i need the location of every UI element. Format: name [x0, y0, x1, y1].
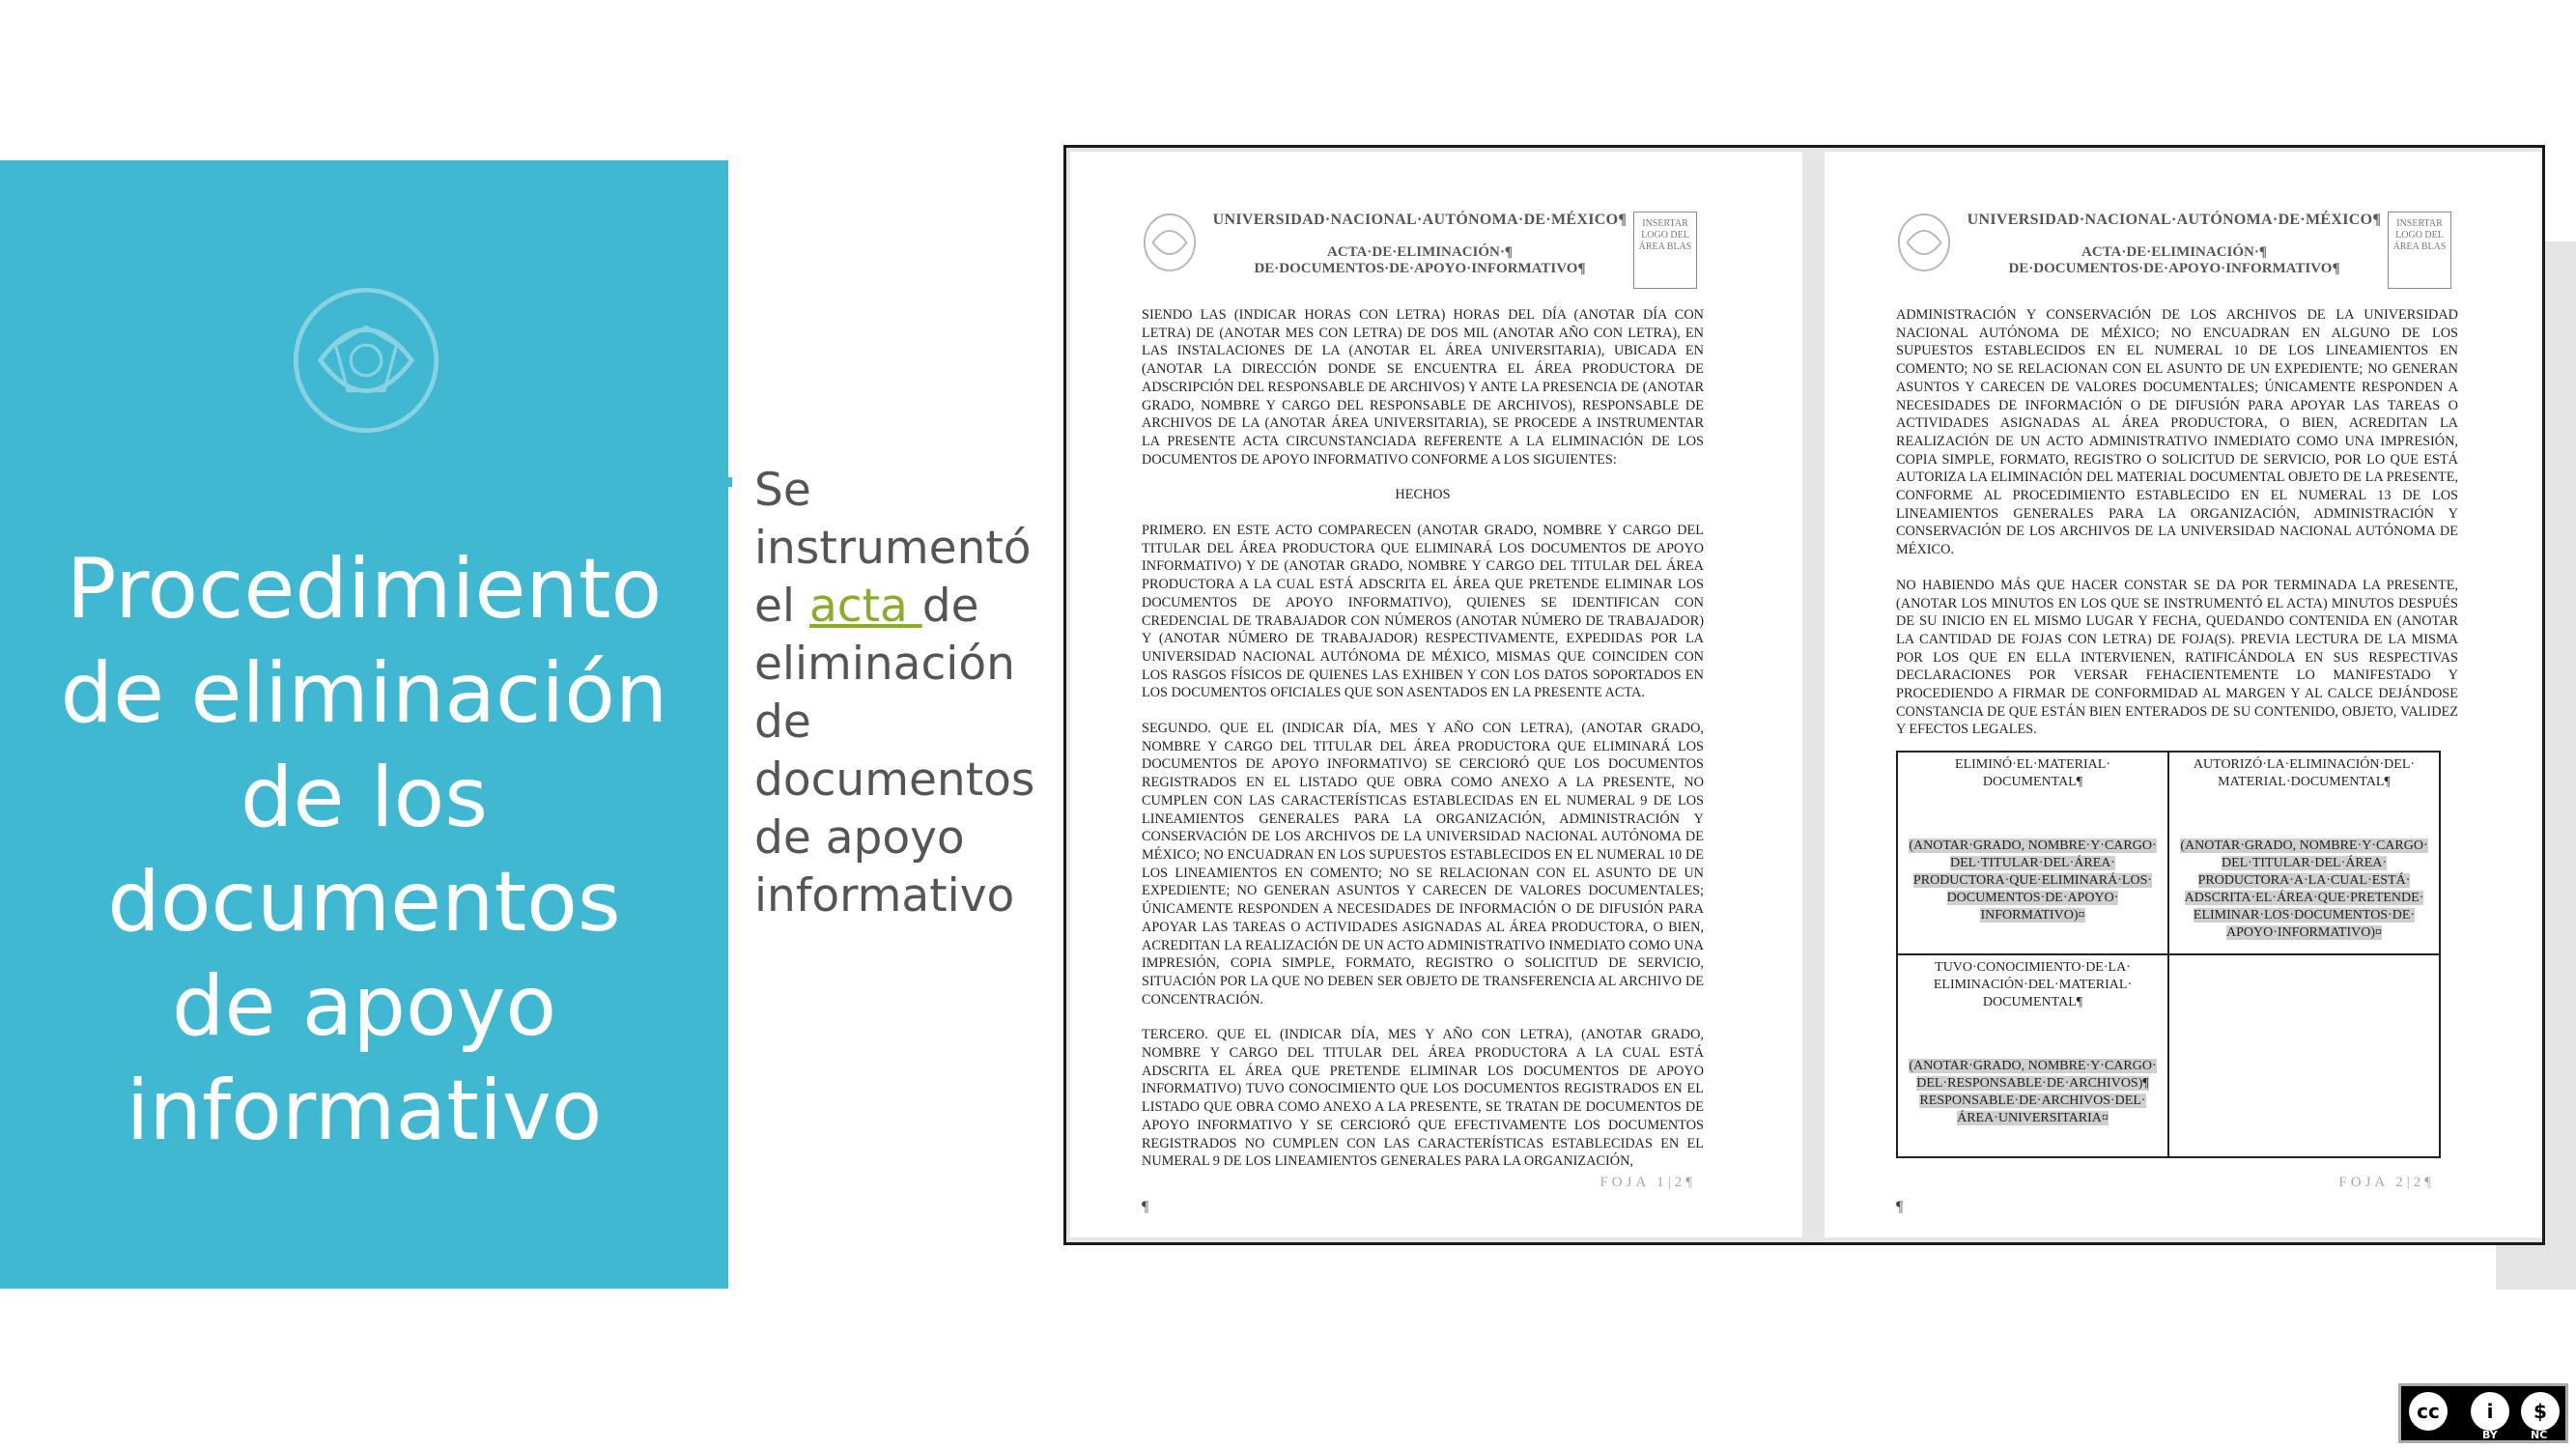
bullet-text: [754, 462, 1034, 925]
tercero-paragraph: TERCERO. QUE EL (INDICAR DÍA, MES Y AÑO CON LETRA), (ANOTAR GRADO, NOMBRE Y CARGO DEL TITULAR DEL ÁREA PRODUCTORA A LA CUAL ESTÁ ADSCRITA EL ÁREA QUE PRETENDE ELIMINAR LOS DOCUMENTOS DE APOYO INFORMATIVO) TUVO CONOCIMIENTO QUE LOS DOCUMENTOS REGISTRADOS EN EL LISTADO QUE OBRA COMO ANEXO A LA PRESENTE, SE TRATAN DE DOCUMENTOS DE APOYO INFORMATIVO Y SE CERCIORÓ QUE EFECTIVAMENTE LOS DOCUMENTOS REGISTRADOS NO CUMPLEN CON LAS CARACTERÍSTICAS ESTABLECIDAS EN EL NUMERAL 9 DE LOS LINEAMIENTOS GENERALES PARA LA ORGANIZACIÓN,: [1142, 1027, 1704, 1170]
nc-icon: $: [2521, 1392, 2560, 1431]
signature-cell: [1897, 752, 2168, 954]
signature-name: (ANOTAR·GRADO, NOMBRE·Y·CARGO· DEL·TITULAR·DEL·ÁREA· PRODUCTORA·A·LA·CUAL·ESTÁ· ADSCRITA·EL·ÁREA·QUE·PRETENDE· ELIMINAR·LOS·DOCUMENTOS·DE· APOYO·INFORMATIVO)¤: [2180, 838, 2428, 940]
by-icon: i: [2471, 1392, 2509, 1431]
university-name: UNIVERSIDAD·NACIONAL·AUTÓNOMA·DE·MÉXICO¶: [1967, 212, 2382, 228]
signature-role: AUTORIZÓ·LA·ELIMINACIÓN·DEL· MATERIAL·DOCUMENTAL¶: [2193, 757, 2416, 789]
document-screenshot: [1063, 145, 2545, 1245]
document-subtitle: DE·DOCUMENTOS·DE·APOYO·INFORMATIVO¶: [2008, 261, 2340, 276]
university-name: UNIVERSIDAD·NACIONAL·AUTÓNOMA·DE·MÉXICO¶: [1212, 212, 1628, 228]
paragraph-mark: ¶: [1142, 1199, 1149, 1215]
unam-seal-icon: [290, 284, 442, 437]
hechos-heading: HECHOS: [1395, 487, 1451, 503]
title-line: de eliminación: [60, 645, 668, 742]
title-line: informativo: [126, 1063, 603, 1159]
primero-paragraph: PRIMERO. EN ESTE ACTO COMPARECEN (ANOTAR GRADO, NOMBRE Y CARGO DEL TITULAR DEL ÁREA PRODUCTORA QUE ELIMINARÁ LOS DOCUMENTOS DE APOYO INFORMATIVO) Y DE (ANOTAR GRADO, NOMBRE Y CARGO DEL TITULAR DEL ÁREA PRODUCTORA A LA CUAL ESTÁ ADSCRITA EL ÁREA QUE PRETENDE ELIMINAR LOS DOCUMENTOS DE APOYO INFORMATIVO), QUIENES SE IDENTIFICAN CON CREDENCIAL DE TRABAJADOR CON NÚMEROS (ANOTAR NÚMERO DE TRABAJADOR) Y (ANOTAR NÚMERO DE TRABAJADOR) RESPECTIVAMENTE, EXPEDIDAS POR LA UNIVERSIDAD NACIONAL AUTÓNOMA DE MÉXICO, MISMAS QUE COINCIDEN CON LOS RASGOS FÍSICOS DE QUIENES LAS EXHIBEN Y CON LOS DATOS SOPORTADOS EN LOS DOCUMENTOS OFICIALES QUE SON ASENTADOS EN LA PRESENTE ACTA.: [1142, 523, 1704, 701]
paragraph-mark: ¶: [1896, 1199, 1904, 1215]
bullet-line: Se: [754, 464, 811, 517]
document-body: [1142, 306, 1704, 1188]
document-header: [1144, 212, 1696, 276]
title-line: de apoyo: [171, 958, 557, 1055]
signature-cell: [2168, 752, 2440, 954]
signature-cell-empty: [2168, 954, 2440, 1157]
document-page-2: [1825, 152, 2541, 1237]
bullet-line: eliminación: [754, 638, 1015, 691]
document-subtitle: DE·DOCUMENTOS·DE·APOYO·INFORMATIVO¶: [1254, 261, 1586, 276]
acta-link[interactable]: acta: [808, 580, 922, 633]
signature-name: (ANOTAR·GRADO, NOMBRE·Y·CARGO· DEL·RESPONSABLE·DE·ARCHIVOS)¶ RESPONSABLE·DE·ARCHIVOS·DEL· ÁREA·UNIVERSITARIA¤: [1909, 1059, 2157, 1125]
signature-table: [1896, 751, 2441, 1158]
document-title: ACTA·DE·ELIMINACIÓN·¶: [2081, 244, 2267, 260]
logo-placeholder: INSERTAR LOGO DEL ÁREA BLAS: [1633, 212, 1697, 289]
nc-label: NC: [2531, 1429, 2548, 1441]
segundo-paragraph: SEGUNDO. QUE EL (INDICAR DÍA, MES Y AÑO CON LETRA), (ANOTAR GRADO, NOMBRE Y CARGO DEL TITULAR DEL ÁREA PRODUCTORA QUE ELIMINARÁ LOS DOCUMENTOS DE APOYO INFORMATIVO) SE CERCIORÓ QUE LOS DOCUMENTOS REGISTRADOS EN EL LISTADO QUE OBRA COMO ANEXO A LA PRESENTE, NO CUMPLEN CON LAS CARACTERÍSTICAS ESTABLECIDAS EN EL NUMERAL 9 DE LOS LINEAMIENTOS GENERALES PARA LA ORGANIZACIÓN, ADMINISTRACIÓN Y CONSERVACIÓN DE LOS ARCHIVOS DE LA UNIVERSIDAD NACIONAL AUTÓNOMA DE MÉXICO; NO ENCUADRAN EN LOS SUPUESTOS ESTABLECIDOS EN EL NUMERAL 10 DE LOS LINEAMIENTOS EN COMENTO; NO SE RELACIONAN CON EL ASUNTO DE UN EXPEDIENTE; NO GENERAN ASUNTOS Y CARECEN DE VALORES DOCUMENTALES; ÚNICAMENTE RESPONDEN A NECESIDADES DE INFORMACIÓN O DE DIFUSIÓN PARA APOYAR LAS TAREAS O ACTIVIDADES ASIGNADAS AL ÁREA PRODUCTORA, O BIEN, ACREDITAN LA REALIZACIÓN DE UN ACTO ADMINISTRATIVO INMEDIATO COMO UNA IMPRESIÓN, COPIA SIMPLE, FORMATO, REGISTRO O SOLICITUD DE SERVICIO, SITUACIÓN POR LA QUE NO DEBEN SER OBJETO DE TRANSFERENCIA AL ARCHIVO DE CONCENTRACIÓN.: [1142, 721, 1704, 1008]
bullet-line: de: [754, 696, 811, 749]
signature-role: ELIMINÓ·EL·MATERIAL· DOCUMENTAL¶: [1955, 757, 2110, 789]
intro-paragraph: SIENDO LAS (INDICAR HORAS CON LETRA) HORAS DEL DÍA (ANOTAR DÍA CON LETRA) DE (ANOTAR MES CON LETRA) DE DOS MIL (ANOTAR AÑO CON LETRA), EN LAS INSTALACIONES DE LA (ANOTAR EL ÁREA UNIVERSITARIA), UBICADA EN (ANOTAR LA DIRECCIÓN DONDE SE ENCUENTRA EL ÁREA PRODUCTORA DE ADSCRIPCIÓN DEL RESPONSABLE DE ARCHIVOS) Y ANTE LA PRESENCIA DE (ANOTAR GRADO, NOMBRE Y CARGO DEL RESPONSABLE DE ARCHIVOS), RESPONSABLE DE ARCHIVOS DE LA (ANOTAR ÁREA UNIVERSITARIA), SE PROCEDE A INSTRUMENTAR LA PRESENTE ACTA CIRCUNSTANCIADA REFERENTE A LA ELIMINACIÓN DE LOS DOCUMENTOS DE APOYO INFORMATIVO CONFORME A LOS SIGUIENTES:: [1142, 307, 1704, 468]
slide-title: [29, 537, 699, 1163]
logo-placeholder: INSERTAR LOGO DEL ÁREA BLAS: [2388, 212, 2451, 289]
document-page-1: [1070, 152, 1802, 1237]
bullet-line: documentos: [754, 753, 1035, 807]
signature-name: (ANOTAR·GRADO, NOMBRE·Y·CARGO· DEL·TITULAR·DEL·ÁREA· PRODUCTORA·QUE·ELIMINARÁ·LOS· DOCUMENTOS·DE·APOYO· INFORMATIVO)¤: [1909, 838, 2157, 923]
bullet-line: de apoyo: [754, 811, 965, 865]
bullet-marker: [722, 477, 732, 487]
title-line: de los: [240, 750, 489, 846]
by-label: BY: [2482, 1429, 2498, 1441]
closing-paragraph: NO HABIENDO MÁS QUE HACER CONSTAR SE DA POR TERMINADA LA PRESENTE, (ANOTAR LOS MINUTOS EN LOS QUE SE INSTRUMENTÓ EL ACTA) MINUTOS DESPUÉS DE SU INICIO EN EL MISMO LUGAR Y FECHA, QUEDANDO CONTENIDA EN (ANOTAR LA CANTIDAD DE FOJAS CON LETRA) DE FOJA(S). PREVIA LECTURA DE LA MISMA POR LOS QUE EN ELLA INTERVIENEN, RATIFICÁNDOLA EN SUS RESPECTIVAS DECLARACIONES POR VERSAR FEHACIENTEMENTE LO MANIFESTADO Y PROCEDIENDO A FIRMAR DE CONFORMIDAD AL MARGEN Y AL CALCE DEJÁNDOSE CONSTANCIA DE QUE ESTÁN BIEN ENTERADOS DE SU CONTENIDO, OBJETO, VALIDEZ Y EFECTOS LEGALES.: [1896, 577, 2458, 738]
bullet-line: informativo: [754, 869, 1015, 923]
folio: FOJA 1|2¶: [1599, 1175, 1696, 1190]
title-line: Procedimiento: [66, 541, 663, 638]
title-panel: [0, 160, 728, 1289]
bullet-line: [754, 578, 1034, 636]
bullet-line: instrumentó: [754, 522, 1032, 575]
bullet-word: el: [754, 580, 795, 633]
document-body: [1896, 306, 2458, 756]
document-header: [1898, 212, 2450, 276]
cc-icon: cc: [2409, 1392, 2448, 1431]
bullet-word: de: [921, 580, 979, 633]
folio: FOJA 2|2¶: [2338, 1175, 2435, 1190]
continuation-paragraph: ADMINISTRACIÓN Y CONSERVACIÓN DE LOS ARCHIVOS DE LA UNIVERSIDAD NACIONAL AUTÓNOMA DE MÉXICO; NO ENCUADRAN EN ALGUNO DE LOS SUPUESTOS ESTABLECIDOS EN EL NUMERAL 10 DE LOS LINEAMIENTOS EN COMENTO; NO SE RELACIONAN CON EL ASUNTO DE UN EXPEDIENTE; NO GENERAN ASUNTOS Y CARECEN DE VALORES DOCUMENTALES; ÚNICAMENTE RESPONDEN A NECESIDADES DE INFORMACIÓN O DE DIFUSIÓN PARA APOYAR LAS TAREAS O ACTIVIDADES ASIGNADAS AL ÁREA PRODUCTORA, O BIEN, ACREDITAN LA REALIZACIÓN DE UN ACTO ADMINISTRATIVO INMEDIATO COMO UNA IMPRESIÓN, COPIA SIMPLE, FORMATO, REGISTRO O SOLICITUD DE SERVICIO, POR LO QUE ESTÁ AUTORIZA LA ELIMINACIÓN DEL MATERIAL DOCUMENTAL OBJETO DE LA PRESENTE, CONFORME AL PROCEDIMIENTO ESTABLECIDO EN EL NUMERAL 13 DE LOS LINEAMIENTOS GENERALES PARA LA ORGANIZACIÓN, ADMINISTRACIÓN Y CONSERVACIÓN DE LOS ARCHIVOS DE LA UNIVERSIDAD NACIONAL AUTÓNOMA DE MÉXICO.: [1896, 307, 2458, 558]
signature-role: TUVO·CONOCIMIENTO·DE·LA· ELIMINACIÓN·DEL·MATERIAL· DOCUMENTAL¶: [1933, 960, 2133, 1009]
document-title: ACTA·DE·ELIMINACIÓN·¶: [1326, 244, 1513, 260]
signature-cell: [1897, 954, 2168, 1157]
title-line: documentos: [107, 854, 621, 951]
creative-commons-badge: [2398, 1383, 2568, 1443]
